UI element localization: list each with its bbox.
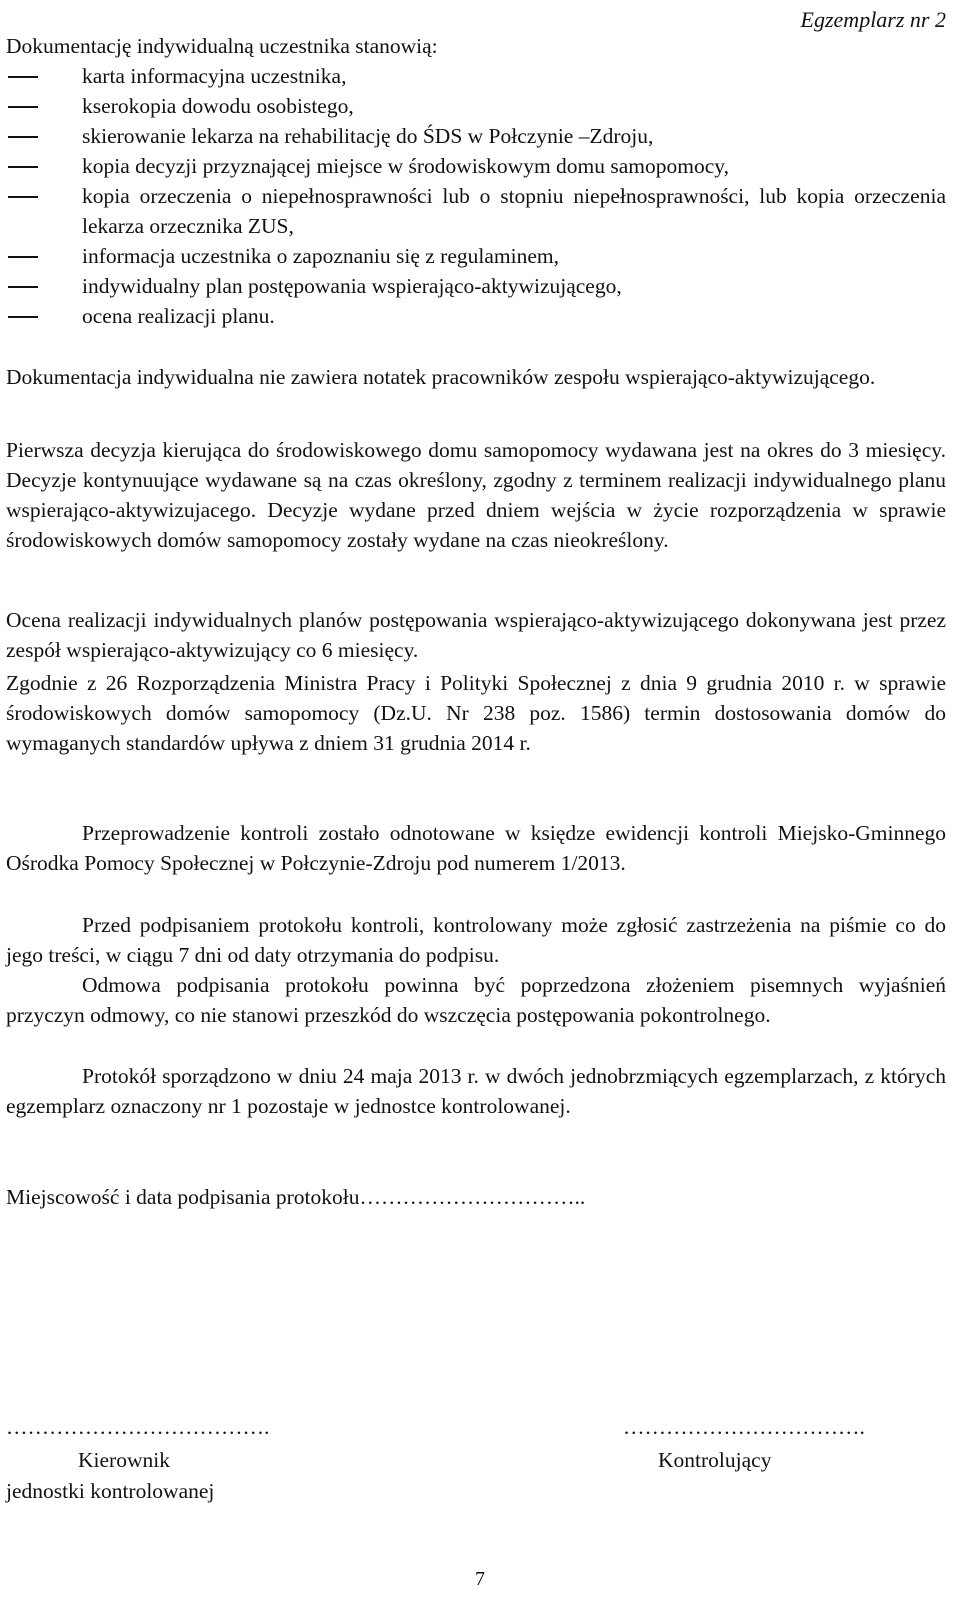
list-item — [6, 121, 946, 151]
list-item-text: ocena realizacji planu. — [82, 304, 275, 328]
document-page — [6, 0, 954, 1610]
list-item — [6, 241, 946, 271]
page-number: 7 — [475, 1568, 485, 1590]
list-item — [6, 151, 946, 181]
paragraph-regulation: Zgodnie z 26 Rozporządzenia Ministra Pracy i Polityki Społecznej z dnia 9 grudnia 2010 r. w sprawie środowiskowych domów samopomocy (Dz.U. Nr 238 poz. 1586) termin dostosowania domów do wymaganych standardów upływa z dniem 31 grudnia 2014 r. — [6, 671, 946, 755]
signature-label-unit: jednostki kontrolowanej — [6, 1479, 215, 1503]
signature-label-inspector: Kontrolujący — [658, 1448, 772, 1472]
dash-bullet-icon — [6, 181, 38, 211]
intro-heading: Dokumentację indywidualną uczestnika stanowią: — [6, 34, 438, 58]
dash-bullet-icon — [6, 301, 38, 331]
signature-line-left: ………………………………. — [6, 1415, 270, 1439]
paragraph-protocol-copies: Protokół sporządzono w dniu 24 maja 2013 r. w dwóch jednobrzmiących egzemplarzach, z których egzemplarz oznaczony nr 1 pozostaje w jednostce kontrolowanej. — [6, 1064, 946, 1118]
list-item-text: kopia decyzji przyznającej miejsce w środowiskowym domu samopomocy, — [82, 154, 730, 178]
list-item — [6, 181, 946, 241]
list-item — [6, 271, 946, 301]
list-item-text: kopia orzeczenia o niepełnosprawności lub o stopniu niepełnosprawności, lub kopia orzeczenia lekarza orzecznika ZUS, — [82, 184, 946, 238]
dash-bullet-icon — [6, 151, 38, 181]
dash-bullet-icon — [6, 241, 38, 271]
list-item — [6, 91, 946, 121]
paragraph-plan-assessment: Ocena realizacji indywidualnych planów postępowania wspierająco-aktywizującego dokonywana jest przez zespół wspierająco-aktywizujący co 6 miesięcy. — [6, 608, 946, 662]
paragraph-documentation-note: Dokumentacja indywidualna nie zawiera notatek pracowników zespołu wspierająco-aktywizującego. — [6, 365, 876, 389]
list-item-text: indywidualny plan postępowania wspierająco-aktywizującego, — [82, 274, 622, 298]
dash-bullet-icon — [6, 91, 38, 121]
signature-line-right: ……………………………. — [623, 1415, 865, 1439]
signing-place-date: Miejscowość i data podpisania protokołu………………………….. — [6, 1185, 586, 1209]
list-item-text: karta informacyjna uczestnika, — [82, 64, 347, 88]
documentation-list — [6, 61, 946, 331]
paragraph-refusal: Odmowa podpisania protokołu powinna być poprzedzona złożeniem pisemnych wyjaśnień przyczyn odmowy, co nie stanowi przeszkód do wszczęcia postępowania pokontrolnego. — [6, 973, 946, 1027]
dash-bullet-icon — [6, 271, 38, 301]
list-item — [6, 61, 946, 91]
paragraph-decisions: Pierwsza decyzja kierująca do środowiskowego domu samopomocy wydawana jest na okres do 3 miesięcy. Decyzje kontynuujące wydawane są na czas określony, zgodny z terminem realizacji indywidualnego planu wspierająco-aktywizujacego. Decyzje wydane przed dniem wejścia w życie rozporządzenia w sprawie środowiskowych domów samopomocy zostały wydane na czas nieokreślony. — [6, 438, 946, 552]
list-item-text: skierowanie lekarza na rehabilitację do ŚDS w Połczynie –Zdroju, — [82, 124, 654, 148]
dash-bullet-icon — [6, 61, 38, 91]
paragraph-objections: Przed podpisaniem protokołu kontroli, kontrolowany może zgłosić zastrzeżenia na piśmie co do jego treści, w ciągu 7 dni od daty otrzymania do podpisu. — [6, 913, 946, 967]
copy-label: Egzemplarz nr 2 — [800, 7, 946, 32]
dash-bullet-icon — [6, 121, 38, 151]
list-item-text: informacja uczestnika o zapoznaniu się z regulaminem, — [82, 244, 559, 268]
signature-label-manager: Kierownik — [78, 1448, 170, 1472]
paragraph-inspection-record: Przeprowadzenie kontroli zostało odnotowane w księdze ewidencji kontroli Miejsko-Gminnego Ośrodka Pomocy Społecznej w Połczynie-Zdroju pod numerem 1/2013. — [6, 821, 946, 875]
list-item-text: kserokopia dowodu osobistego, — [82, 94, 354, 118]
list-item — [6, 301, 946, 331]
